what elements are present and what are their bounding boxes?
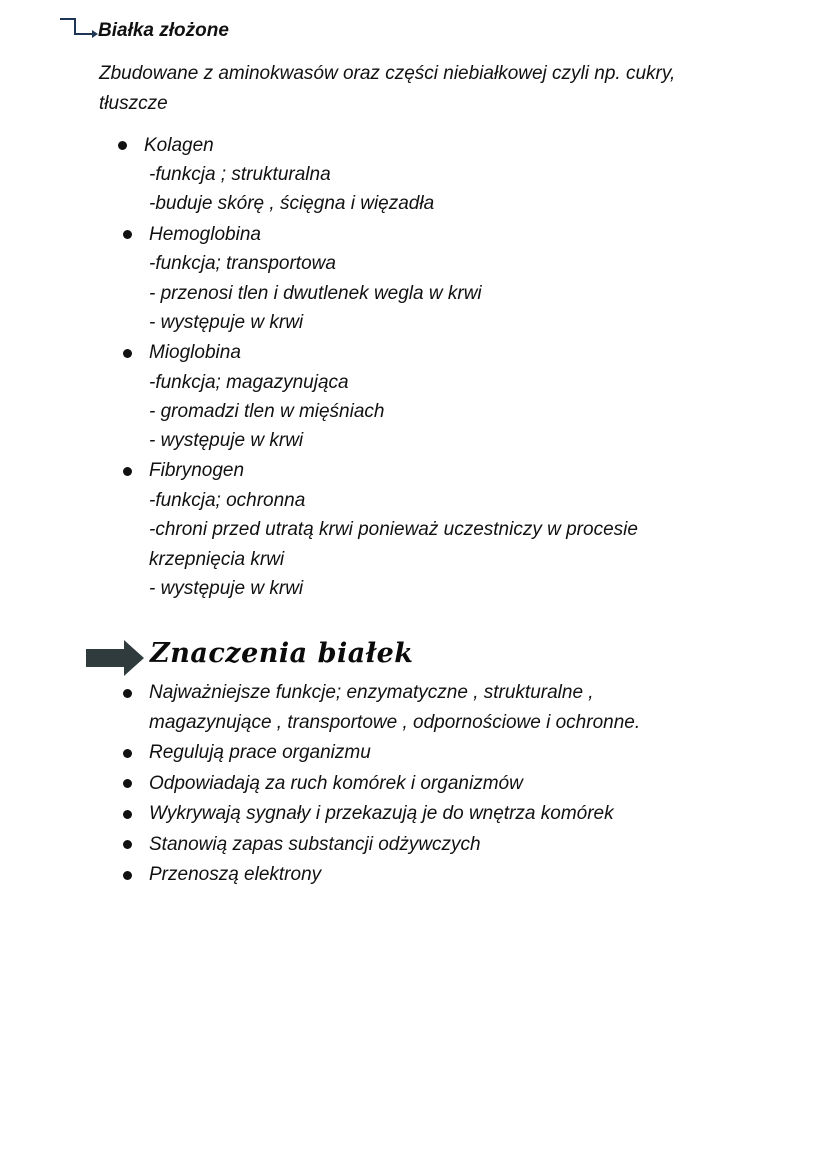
function-item: Przenoszą elektrony: [149, 864, 322, 885]
bullet-dot-icon: [123, 467, 132, 476]
protein-detail: - występuje w krwi: [149, 578, 304, 599]
right-arrow-icon: [86, 638, 146, 678]
intro-paragraph: [99, 59, 749, 118]
section2-title: Znaczenia białek: [150, 638, 414, 669]
protein-detail: -funkcja; ochronna: [149, 490, 306, 511]
intro-line: tłuszcze: [99, 92, 168, 114]
bullet-dot-icon: [123, 871, 132, 880]
function-item: Regulują prace organizmu: [149, 742, 371, 763]
protein-detail: - przenosi tlen i dwutlenek wegla w krwi: [149, 283, 482, 304]
elbow-arrow-icon: [58, 16, 98, 48]
protein-name: Hemoglobina: [149, 224, 261, 245]
intro-line: Zbudowane z aminokwasów oraz części niebiałkowej czyli np. cukry,: [99, 63, 676, 84]
bullet-dot-icon: [123, 349, 132, 358]
protein-detail: - występuje w krwi: [149, 312, 304, 333]
section-heading: Białka złożone: [98, 20, 229, 41]
section2-heading-row: [86, 636, 486, 680]
bullet-dot-icon: [123, 840, 132, 849]
function-item: Najważniejsze funkcje; enzymatyczne , strukturalne ,: [149, 682, 594, 703]
protein-name: Fibrynogen: [149, 460, 245, 481]
bullet-dot-icon: [118, 141, 127, 150]
protein-detail: - występuje w krwi: [149, 430, 304, 451]
protein-detail: -chroni przed utratą krwi ponieważ uczestniczy w procesie: [149, 519, 638, 540]
function-item: Wykrywają sygnały i przekazują je do wnętrza komórek: [149, 803, 614, 824]
protein-detail: -funkcja; transportowa: [149, 253, 336, 274]
function-item: Odpowiadają za ruch komórek i organizmów: [149, 773, 523, 794]
bullet-dot-icon: [123, 749, 132, 758]
bullet-dot-icon: [123, 779, 132, 788]
function-item-continued: magazynujące , transportowe , odpornościowe i ochronne.: [149, 712, 641, 733]
protein-detail: krzepnięcia krwi: [149, 549, 285, 570]
protein-name: Kolagen: [144, 135, 214, 156]
protein-detail: - gromadzi tlen w mięśniach: [149, 401, 385, 422]
bullet-dot-icon: [123, 230, 132, 239]
protein-detail: -funkcja; magazynująca: [149, 372, 349, 393]
function-item: Stanowią zapas substancji odżywczych: [149, 834, 481, 855]
bullet-dot-icon: [123, 689, 132, 698]
protein-detail: -funkcja ; strukturalna: [149, 164, 331, 185]
protein-name: Mioglobina: [149, 342, 241, 363]
protein-detail: -buduje skórę , ścięgna i więzadła: [149, 193, 435, 214]
bullet-dot-icon: [123, 810, 132, 819]
